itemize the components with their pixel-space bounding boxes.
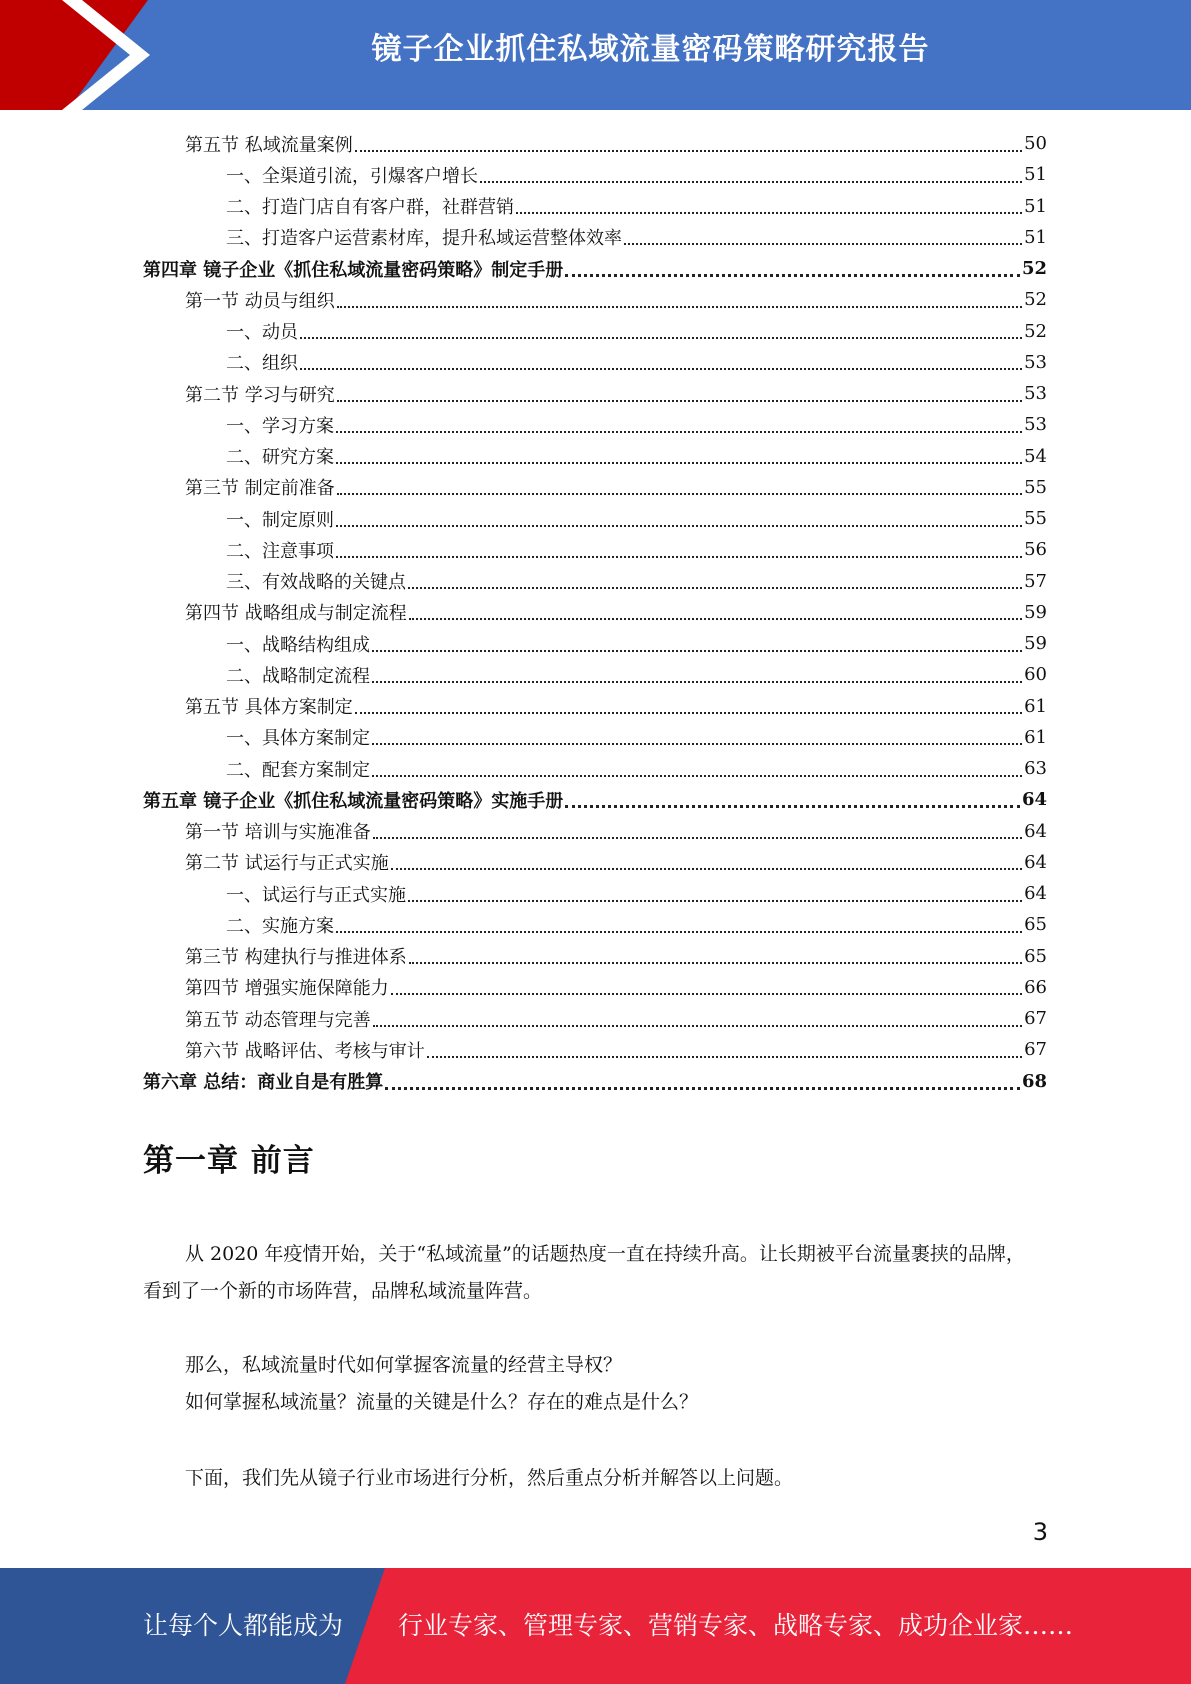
toc-entry-page: 53: [1024, 351, 1047, 373]
chapter-heading: 第一章 前言: [143, 1143, 315, 1179]
toc-dot-leader: [337, 306, 1022, 308]
toc-dot-leader: [391, 993, 1022, 995]
intro-paragraph: 从 2020 年疫情开始，关于“私域流量”的话题热度一直在持续升高。让长期被平台流量裹挟的品牌，看到了一个新的市场阵营，品牌私域流量阵营。: [143, 1243, 1025, 1302]
toc-dot-leader: [336, 431, 1022, 433]
toc-dot-leader: [409, 618, 1022, 620]
toc-entry-item[interactable]: [0, 191, 1191, 222]
toc-entry-item[interactable]: [0, 534, 1191, 565]
page-footer: [0, 1568, 1191, 1684]
toc-entry-title: 一、战略结构组成: [226, 634, 370, 656]
toc-entry-item[interactable]: [0, 659, 1191, 690]
toc-entry-page: 67: [1024, 1008, 1047, 1030]
toc-entry-page: 66: [1024, 976, 1047, 998]
toc-entry-title: 第二节 学习与研究: [185, 384, 335, 406]
toc-dot-leader: [516, 212, 1022, 214]
toc-entry-page: 64: [1024, 883, 1047, 905]
toc-dot-leader: [300, 368, 1022, 370]
toc-entry-page: 57: [1024, 570, 1047, 592]
toc-dot-leader: [391, 868, 1022, 870]
toc-entry-section[interactable]: [0, 816, 1191, 847]
toc-entry-page: 55: [1024, 508, 1047, 530]
toc-entry-title: 第四节 增强实施保障能力: [185, 978, 389, 1000]
toc-entry-item[interactable]: [0, 316, 1191, 347]
toc-entry-section[interactable]: [0, 378, 1191, 409]
toc-entry-title: 一、制定原则: [226, 509, 334, 531]
toc-entry-page: 59: [1024, 601, 1047, 623]
toc-entry-chapter[interactable]: [0, 253, 1191, 284]
toc-dot-leader: [408, 587, 1022, 589]
toc-entry-item[interactable]: [0, 628, 1191, 659]
toc-entry-item[interactable]: [0, 722, 1191, 753]
toc-entry-item[interactable]: [0, 909, 1191, 940]
toc-dot-leader: [373, 837, 1022, 839]
toc-entry-page: 51: [1024, 164, 1047, 186]
toc-entry-page: 52: [1024, 320, 1047, 342]
toc-entry-item[interactable]: [0, 347, 1191, 378]
toc-dot-leader: [427, 1056, 1022, 1058]
toc-entry-title: 第六节 战略评估、考核与审计: [185, 1040, 425, 1062]
toc-dot-leader: [372, 775, 1022, 777]
toc-entry-title: 一、学习方案: [226, 415, 334, 437]
toc-dot-leader: [624, 243, 1022, 245]
document-title: 镜子企业抓住私域流量密码策略研究报告: [371, 32, 930, 67]
page-header: [0, 0, 1191, 110]
toc-entry-page: 55: [1024, 476, 1047, 498]
toc-entry-title: 一、试运行与正式实施: [226, 884, 406, 906]
toc-dot-leader: [372, 650, 1022, 652]
toc-entry-section[interactable]: [0, 597, 1191, 628]
toc-dot-leader: [480, 181, 1022, 183]
toc-dot-leader: [373, 1025, 1022, 1027]
toc-entry-section[interactable]: [0, 847, 1191, 878]
toc-entry-title: 第五章 镜子企业《抓住私域流量密码策略》实施手册: [143, 790, 564, 812]
toc-entry-page: 59: [1024, 633, 1047, 655]
toc-dot-leader: [372, 681, 1022, 683]
toc-dot-leader: [355, 712, 1022, 714]
toc-entry-title: 第四节 战略组成与制定流程: [185, 603, 407, 625]
toc-entry-page: 50: [1024, 133, 1047, 155]
toc-entry-item[interactable]: [0, 409, 1191, 440]
toc-dot-leader: [408, 900, 1022, 902]
toc-entry-section[interactable]: [0, 284, 1191, 315]
question-paragraph-1: 那么，私域流量时代如何掌握客流量的经营主导权？: [185, 1354, 623, 1376]
toc-dot-leader: [409, 962, 1022, 964]
toc-entry-page: 61: [1024, 695, 1047, 717]
toc-entry-title: 第四章 镜子企业《抓住私域流量密码策略》制定手册: [143, 259, 564, 281]
toc-entry-section[interactable]: [0, 941, 1191, 972]
toc-entry-chapter[interactable]: [0, 1066, 1191, 1097]
table-of-contents: [0, 128, 1191, 1097]
toc-dot-leader: [336, 556, 1022, 558]
toc-dot-leader: [336, 462, 1022, 464]
toc-entry-title: 第二节 试运行与正式实施: [185, 853, 389, 875]
toc-entry-item[interactable]: [0, 878, 1191, 909]
toc-entry-title: 第五节 动态管理与完善: [185, 1009, 371, 1031]
footer-slogan-right: 行业专家、管理专家、营销专家、战略专家、成功企业家……: [398, 1611, 1074, 1640]
toc-entry-title: 二、注意事项: [226, 540, 334, 562]
question-paragraph-2: 如何掌握私域流量？流量的关键是什么？存在的难点是什么？: [185, 1391, 699, 1413]
toc-dot-leader: [336, 931, 1022, 933]
toc-entry-page: 51: [1024, 195, 1047, 217]
toc-entry-title: 第一节 培训与实施准备: [185, 822, 371, 844]
toc-entry-page: 53: [1024, 414, 1047, 436]
toc-dot-leader: [337, 400, 1022, 402]
toc-entry-item[interactable]: [0, 159, 1191, 190]
toc-entry-page: 53: [1024, 383, 1047, 405]
toc-entry-page: 65: [1024, 945, 1047, 967]
toc-entry-item[interactable]: [0, 503, 1191, 534]
page-number: 3: [1032, 1518, 1048, 1546]
toc-entry-title: 三、有效战略的关键点: [226, 572, 406, 594]
toc-entry-title: 一、动员: [226, 322, 298, 344]
toc-entry-section[interactable]: [0, 972, 1191, 1003]
toc-entry-page: 61: [1024, 726, 1047, 748]
toc-entry-section[interactable]: [0, 1034, 1191, 1065]
outline-paragraph: 下面，我们先从镜子行业市场进行分析，然后重点分析并解答以上问题。: [185, 1467, 794, 1489]
toc-entry-page: 64: [1021, 789, 1047, 811]
toc-entry-section[interactable]: [0, 128, 1191, 159]
toc-entry-title: 一、具体方案制定: [226, 728, 370, 750]
toc-entry-page: 51: [1024, 226, 1047, 248]
toc-entry-title: 三、打造客户运营素材库，提升私域运营整体效率: [226, 228, 622, 250]
toc-entry-title: 二、组织: [226, 353, 298, 375]
toc-entry-title: 第五节 具体方案制定: [185, 697, 353, 719]
toc-entry-title: 第五节 私域流量案例: [185, 134, 353, 156]
toc-entry-title: 二、打造门店自有客户群，社群营销: [226, 197, 514, 219]
toc-entry-section[interactable]: [0, 691, 1191, 722]
toc-entry-page: 52: [1024, 289, 1047, 311]
toc-entry-page: 63: [1024, 758, 1047, 780]
toc-entry-title: 第三节 构建执行与推进体系: [185, 947, 407, 969]
toc-dot-leader: [337, 493, 1022, 495]
toc-entry-page: 64: [1024, 851, 1047, 873]
toc-entry-title: 二、配套方案制定: [226, 759, 370, 781]
toc-entry-item[interactable]: [0, 753, 1191, 784]
toc-entry-page: 56: [1024, 539, 1047, 561]
toc-entry-section[interactable]: [0, 1003, 1191, 1034]
footer-slogan-left: 让每个人都能成为: [143, 1611, 344, 1640]
toc-dot-leader: [565, 805, 1020, 808]
header-arrow-decoration: [0, 0, 160, 110]
toc-entry-page: 68: [1021, 1070, 1047, 1092]
toc-dot-leader: [385, 1087, 1020, 1090]
toc-entry-title: 第一节 动员与组织: [185, 290, 335, 312]
toc-entry-item[interactable]: [0, 222, 1191, 253]
toc-entry-item[interactable]: [0, 441, 1191, 472]
toc-dot-leader: [372, 743, 1022, 745]
toc-entry-page: 67: [1024, 1039, 1047, 1061]
toc-dot-leader: [336, 525, 1022, 527]
toc-entry-title: 第三节 制定前准备: [185, 478, 335, 500]
toc-entry-title: 二、研究方案: [226, 447, 334, 469]
toc-entry-chapter[interactable]: [0, 784, 1191, 815]
toc-entry-page: 52: [1021, 258, 1047, 280]
toc-entry-item[interactable]: [0, 566, 1191, 597]
toc-entry-page: 65: [1024, 914, 1047, 936]
toc-entry-title: 一、全渠道引流，引爆客户增长: [226, 165, 478, 187]
toc-entry-page: 60: [1024, 664, 1047, 686]
toc-entry-page: 64: [1024, 820, 1047, 842]
toc-dot-leader: [565, 274, 1020, 277]
toc-entry-title: 二、战略制定流程: [226, 665, 370, 687]
toc-dot-leader: [355, 150, 1022, 152]
toc-entry-section[interactable]: [0, 472, 1191, 503]
toc-entry-title: 二、实施方案: [226, 915, 334, 937]
toc-dot-leader: [300, 337, 1022, 339]
toc-entry-page: 54: [1024, 445, 1047, 467]
toc-entry-title: 第六章 总结：商业自是有胜算: [143, 1072, 384, 1094]
